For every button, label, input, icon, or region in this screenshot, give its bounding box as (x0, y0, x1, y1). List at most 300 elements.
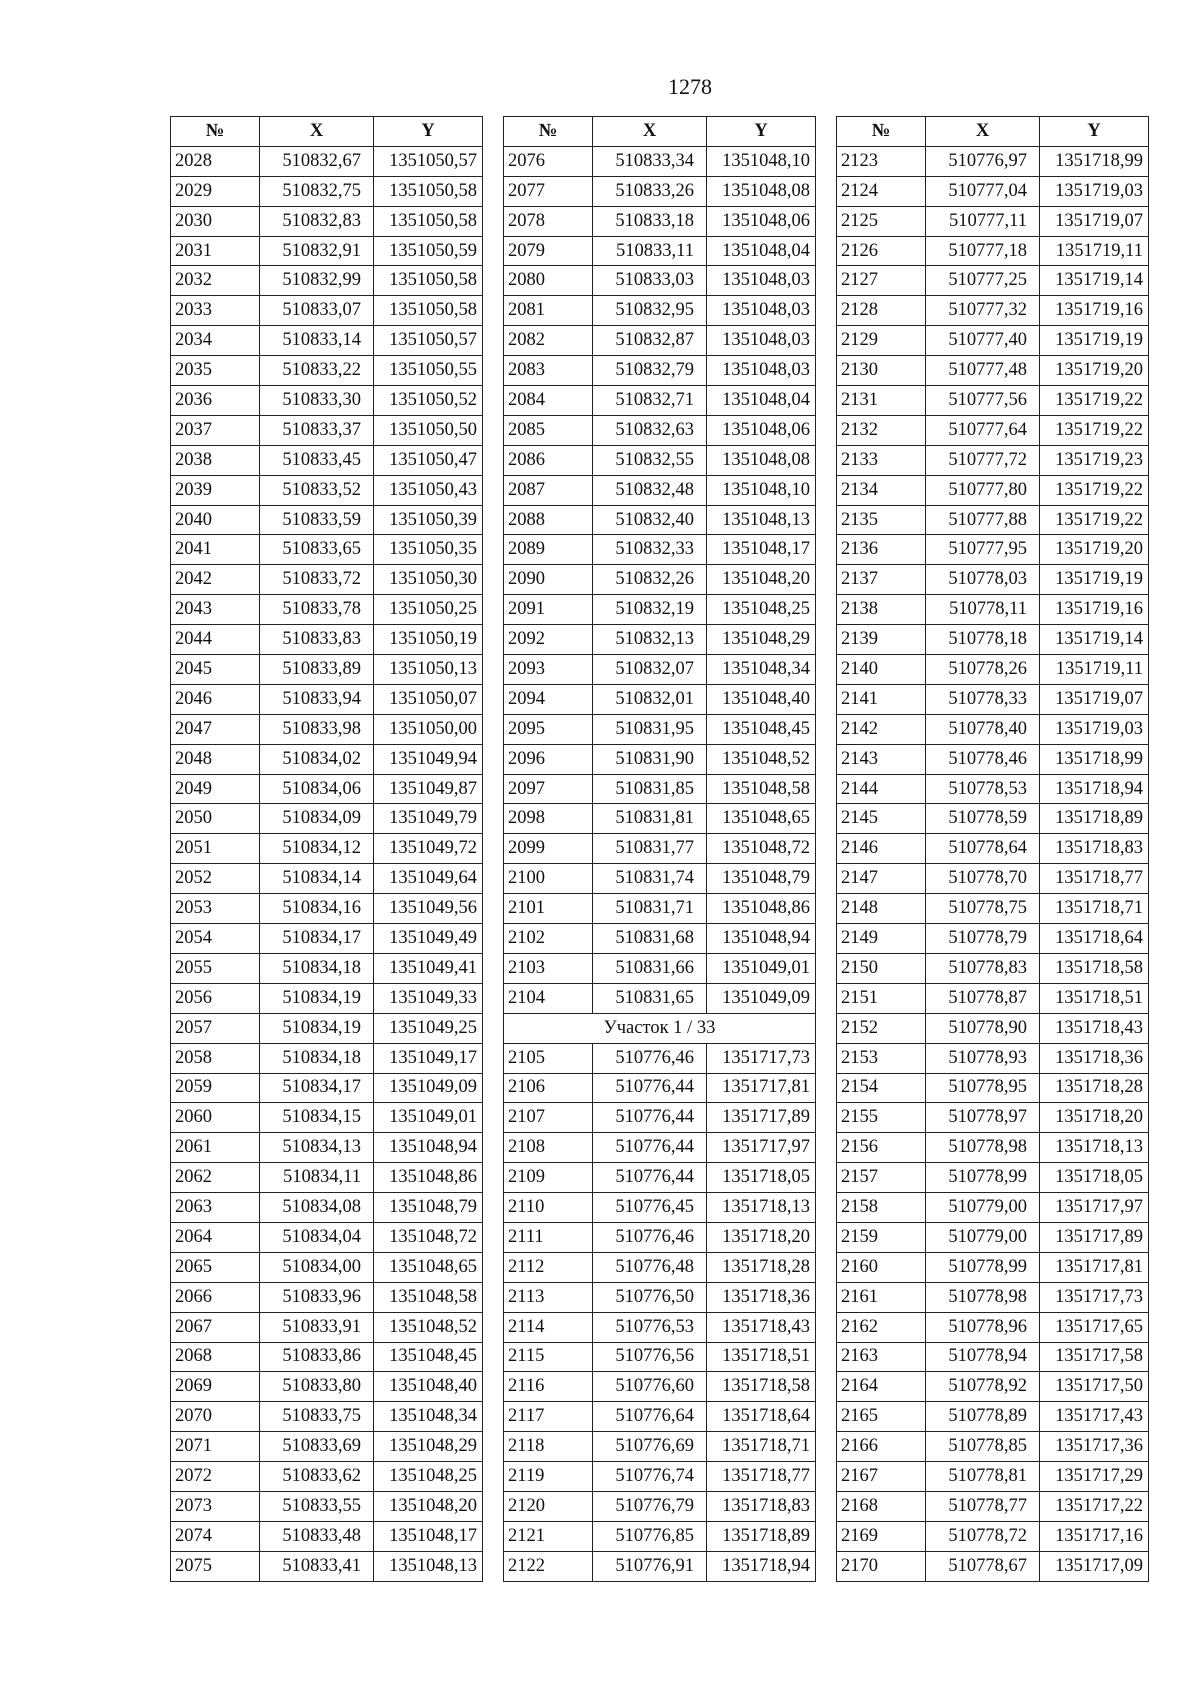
y-coordinate-cell: 1351719,03 (1040, 714, 1149, 744)
point-number-cell: 2084 (504, 386, 593, 416)
table-row (504, 1551, 816, 1581)
y-coordinate-cell: 1351718,43 (1040, 1013, 1149, 1043)
y-coordinate-cell: 1351049,64 (374, 864, 483, 894)
point-number-cell: 2062 (171, 1163, 260, 1193)
table-row (837, 864, 1149, 894)
point-number-cell: 2151 (837, 983, 926, 1013)
table-row (504, 356, 816, 386)
y-coordinate-cell: 1351050,58 (374, 266, 483, 296)
y-coordinate-cell: 1351719,23 (1040, 445, 1149, 475)
table-row (837, 1103, 1149, 1133)
y-coordinate-cell: 1351718,58 (1040, 953, 1149, 983)
point-number-cell: 2050 (171, 804, 260, 834)
table-row (837, 595, 1149, 625)
point-number-cell: 2068 (171, 1342, 260, 1372)
x-coordinate-cell: 510778,77 (926, 1491, 1040, 1521)
point-number-cell: 2036 (171, 386, 260, 416)
point-number-cell: 2163 (837, 1342, 926, 1372)
table-row (504, 565, 816, 595)
table-row (171, 296, 483, 326)
y-coordinate-cell: 1351717,29 (1040, 1462, 1149, 1492)
point-number-cell: 2066 (171, 1282, 260, 1312)
y-coordinate-cell: 1351048,03 (707, 326, 816, 356)
table-row (171, 1103, 483, 1133)
table-row (504, 266, 816, 296)
point-number-cell: 2049 (171, 774, 260, 804)
x-coordinate-cell: 510833,96 (260, 1282, 374, 1312)
table-row (504, 774, 816, 804)
x-coordinate-cell: 510777,56 (926, 386, 1040, 416)
x-coordinate-cell: 510777,25 (926, 266, 1040, 296)
table-row (504, 625, 816, 655)
x-coordinate-cell: 510779,00 (926, 1193, 1040, 1223)
y-coordinate-cell: 1351048,03 (707, 266, 816, 296)
point-number-cell: 2093 (504, 655, 593, 685)
table-row (171, 1222, 483, 1252)
x-coordinate-cell: 510832,26 (593, 565, 707, 595)
point-number-cell: 2034 (171, 326, 260, 356)
point-number-cell: 2156 (837, 1133, 926, 1163)
point-number-cell: 2028 (171, 146, 260, 176)
column-header-no: № (171, 117, 260, 147)
x-coordinate-cell: 510777,32 (926, 296, 1040, 326)
x-coordinate-cell: 510834,14 (260, 864, 374, 894)
point-number-cell: 2078 (504, 206, 593, 236)
table-row (504, 684, 816, 714)
x-coordinate-cell: 510833,59 (260, 505, 374, 535)
table-row (171, 804, 483, 834)
x-coordinate-cell: 510831,71 (593, 894, 707, 924)
point-number-cell: 2134 (837, 475, 926, 505)
table-row (837, 475, 1149, 505)
y-coordinate-cell: 1351049,87 (374, 774, 483, 804)
point-number-cell: 2059 (171, 1073, 260, 1103)
point-number-cell: 2142 (837, 714, 926, 744)
point-number-cell: 2154 (837, 1073, 926, 1103)
x-coordinate-cell: 510832,33 (593, 535, 707, 565)
table-row (171, 565, 483, 595)
x-coordinate-cell: 510777,72 (926, 445, 1040, 475)
point-number-cell: 2114 (504, 1312, 593, 1342)
x-coordinate-cell: 510778,97 (926, 1103, 1040, 1133)
x-coordinate-cell: 510834,13 (260, 1133, 374, 1163)
y-coordinate-cell: 1351718,05 (1040, 1163, 1149, 1193)
x-coordinate-cell: 510778,81 (926, 1462, 1040, 1492)
point-number-cell: 2080 (504, 266, 593, 296)
x-coordinate-cell: 510831,65 (593, 983, 707, 1013)
point-number-cell: 2082 (504, 326, 593, 356)
table-row (171, 266, 483, 296)
point-number-cell: 2129 (837, 326, 926, 356)
x-coordinate-cell: 510777,64 (926, 415, 1040, 445)
point-number-cell: 2167 (837, 1462, 926, 1492)
point-number-cell: 2158 (837, 1193, 926, 1223)
x-coordinate-cell: 510778,98 (926, 1282, 1040, 1312)
point-number-cell: 2037 (171, 415, 260, 445)
x-coordinate-cell: 510833,75 (260, 1402, 374, 1432)
point-number-cell: 2128 (837, 296, 926, 326)
x-coordinate-cell: 510833,48 (260, 1521, 374, 1551)
x-coordinate-cell: 510778,89 (926, 1402, 1040, 1432)
point-number-cell: 2065 (171, 1252, 260, 1282)
point-number-cell: 2150 (837, 953, 926, 983)
point-number-cell: 2085 (504, 415, 593, 445)
table-row (171, 415, 483, 445)
x-coordinate-cell: 510778,92 (926, 1372, 1040, 1402)
y-coordinate-cell: 1351050,39 (374, 505, 483, 535)
x-coordinate-cell: 510778,94 (926, 1342, 1040, 1372)
x-coordinate-cell: 510777,18 (926, 236, 1040, 266)
column-header-x: X (260, 117, 374, 147)
x-coordinate-cell: 510778,26 (926, 655, 1040, 685)
table-row (171, 1133, 483, 1163)
x-coordinate-cell: 510832,40 (593, 505, 707, 535)
table-row (504, 415, 816, 445)
y-coordinate-cell: 1351717,73 (707, 1043, 816, 1073)
y-coordinate-cell: 1351048,10 (707, 475, 816, 505)
table-row (837, 1222, 1149, 1252)
x-coordinate-cell: 510778,83 (926, 953, 1040, 983)
point-number-cell: 2090 (504, 565, 593, 595)
x-coordinate-cell: 510832,63 (593, 415, 707, 445)
x-coordinate-cell: 510834,17 (260, 1073, 374, 1103)
table-row (837, 1163, 1149, 1193)
point-number-cell: 2130 (837, 356, 926, 386)
y-coordinate-cell: 1351717,43 (1040, 1402, 1149, 1432)
y-coordinate-cell: 1351049,56 (374, 894, 483, 924)
table-row (837, 1013, 1149, 1043)
x-coordinate-cell: 510778,70 (926, 864, 1040, 894)
table-row (837, 684, 1149, 714)
y-coordinate-cell: 1351718,71 (1040, 894, 1149, 924)
y-coordinate-cell: 1351718,13 (1040, 1133, 1149, 1163)
x-coordinate-cell: 510832,55 (593, 445, 707, 475)
table-row (171, 1312, 483, 1342)
y-coordinate-cell: 1351048,45 (707, 714, 816, 744)
y-coordinate-cell: 1351717,81 (1040, 1252, 1149, 1282)
table-row (504, 804, 816, 834)
x-coordinate-cell: 510776,50 (593, 1282, 707, 1312)
y-coordinate-cell: 1351717,73 (1040, 1282, 1149, 1312)
y-coordinate-cell: 1351718,83 (707, 1491, 816, 1521)
y-coordinate-cell: 1351048,79 (374, 1193, 483, 1223)
y-coordinate-cell: 1351048,20 (374, 1491, 483, 1521)
x-coordinate-cell: 510833,62 (260, 1462, 374, 1492)
table-row (171, 983, 483, 1013)
x-coordinate-cell: 510831,77 (593, 834, 707, 864)
point-number-cell: 2079 (504, 236, 593, 266)
table-header-row (837, 117, 1149, 147)
table-row (171, 774, 483, 804)
column-header-y: Y (374, 117, 483, 147)
point-number-cell: 2168 (837, 1491, 926, 1521)
table-row (837, 1551, 1149, 1581)
point-number-cell: 2075 (171, 1551, 260, 1581)
point-number-cell: 2081 (504, 296, 593, 326)
table-row (837, 1342, 1149, 1372)
x-coordinate-cell: 510833,30 (260, 386, 374, 416)
y-coordinate-cell: 1351718,28 (707, 1252, 816, 1282)
point-number-cell: 2102 (504, 924, 593, 954)
table-row (837, 1312, 1149, 1342)
y-coordinate-cell: 1351718,89 (707, 1521, 816, 1551)
y-coordinate-cell: 1351718,43 (707, 1312, 816, 1342)
y-coordinate-cell: 1351719,22 (1040, 386, 1149, 416)
y-coordinate-cell: 1351048,40 (707, 684, 816, 714)
x-coordinate-cell: 510831,90 (593, 744, 707, 774)
y-coordinate-cell: 1351717,97 (707, 1133, 816, 1163)
x-coordinate-cell: 510776,44 (593, 1073, 707, 1103)
point-number-cell: 2103 (504, 953, 593, 983)
x-coordinate-cell: 510833,11 (593, 236, 707, 266)
y-coordinate-cell: 1351048,79 (707, 864, 816, 894)
point-number-cell: 2125 (837, 206, 926, 236)
table-row (171, 864, 483, 894)
point-number-cell: 2091 (504, 595, 593, 625)
point-number-cell: 2073 (171, 1491, 260, 1521)
y-coordinate-cell: 1351719,20 (1040, 535, 1149, 565)
table-row (837, 386, 1149, 416)
point-number-cell: 2160 (837, 1252, 926, 1282)
x-coordinate-cell: 510776,44 (593, 1103, 707, 1133)
table-row (171, 1013, 483, 1043)
x-coordinate-cell: 510832,07 (593, 655, 707, 685)
table-row (171, 834, 483, 864)
y-coordinate-cell: 1351048,13 (374, 1551, 483, 1581)
x-coordinate-cell: 510778,03 (926, 565, 1040, 595)
table-row (837, 146, 1149, 176)
x-coordinate-cell: 510831,85 (593, 774, 707, 804)
y-coordinate-cell: 1351718,58 (707, 1372, 816, 1402)
y-coordinate-cell: 1351050,58 (374, 296, 483, 326)
x-coordinate-cell: 510832,67 (260, 146, 374, 176)
y-coordinate-cell: 1351719,22 (1040, 415, 1149, 445)
table-row (837, 953, 1149, 983)
table-row (837, 834, 1149, 864)
point-number-cell: 2032 (171, 266, 260, 296)
y-coordinate-cell: 1351048,06 (707, 415, 816, 445)
y-coordinate-cell: 1351718,64 (707, 1402, 816, 1432)
column-header-y: Y (1040, 117, 1149, 147)
coordinate-table-3 (836, 116, 1149, 1582)
y-coordinate-cell: 1351048,34 (707, 655, 816, 685)
point-number-cell: 2097 (504, 774, 593, 804)
y-coordinate-cell: 1351050,07 (374, 684, 483, 714)
table-row (837, 1432, 1149, 1462)
table-row (504, 505, 816, 535)
point-number-cell: 2108 (504, 1133, 593, 1163)
y-coordinate-cell: 1351050,50 (374, 415, 483, 445)
table-row (504, 1252, 816, 1282)
table-row (504, 894, 816, 924)
point-number-cell: 2064 (171, 1222, 260, 1252)
y-coordinate-cell: 1351048,08 (707, 176, 816, 206)
point-number-cell: 2042 (171, 565, 260, 595)
x-coordinate-cell: 510778,18 (926, 625, 1040, 655)
y-coordinate-cell: 1351718,20 (707, 1222, 816, 1252)
column-header-x: X (926, 117, 1040, 147)
point-number-cell: 2040 (171, 505, 260, 535)
y-coordinate-cell: 1351049,33 (374, 983, 483, 1013)
point-number-cell: 2058 (171, 1043, 260, 1073)
y-coordinate-cell: 1351718,13 (707, 1193, 816, 1223)
x-coordinate-cell: 510777,48 (926, 356, 1040, 386)
table-row (837, 206, 1149, 236)
table-row (171, 176, 483, 206)
x-coordinate-cell: 510832,99 (260, 266, 374, 296)
y-coordinate-cell: 1351050,13 (374, 655, 483, 685)
table-row (171, 1491, 483, 1521)
table-row (837, 774, 1149, 804)
x-coordinate-cell: 510833,80 (260, 1372, 374, 1402)
table-row (837, 326, 1149, 356)
table-row (837, 744, 1149, 774)
point-number-cell: 2044 (171, 625, 260, 655)
y-coordinate-cell: 1351718,94 (707, 1551, 816, 1581)
section-row (504, 1013, 816, 1043)
table-row (171, 1432, 483, 1462)
x-coordinate-cell: 510832,79 (593, 356, 707, 386)
x-coordinate-cell: 510778,40 (926, 714, 1040, 744)
point-number-cell: 2144 (837, 774, 926, 804)
table-row (837, 1193, 1149, 1223)
x-coordinate-cell: 510833,55 (260, 1491, 374, 1521)
point-number-cell: 2115 (504, 1342, 593, 1372)
point-number-cell: 2060 (171, 1103, 260, 1133)
point-number-cell: 2088 (504, 505, 593, 535)
x-coordinate-cell: 510778,59 (926, 804, 1040, 834)
x-coordinate-cell: 510831,81 (593, 804, 707, 834)
table-row (837, 445, 1149, 475)
coordinate-table-1 (170, 116, 483, 1582)
table-row (837, 1372, 1149, 1402)
y-coordinate-cell: 1351048,03 (707, 296, 816, 326)
point-number-cell: 2136 (837, 535, 926, 565)
table-row (504, 206, 816, 236)
x-coordinate-cell: 510778,90 (926, 1013, 1040, 1043)
table-row (504, 1163, 816, 1193)
point-number-cell: 2052 (171, 864, 260, 894)
table-row (837, 236, 1149, 266)
x-coordinate-cell: 510832,48 (593, 475, 707, 505)
table-row (171, 505, 483, 535)
y-coordinate-cell: 1351719,03 (1040, 176, 1149, 206)
table-row (171, 953, 483, 983)
y-coordinate-cell: 1351718,36 (1040, 1043, 1149, 1073)
table-row (504, 1103, 816, 1133)
y-coordinate-cell: 1351050,58 (374, 206, 483, 236)
point-number-cell: 2054 (171, 924, 260, 954)
y-coordinate-cell: 1351049,09 (707, 983, 816, 1013)
point-number-cell: 2112 (504, 1252, 593, 1282)
point-number-cell: 2161 (837, 1282, 926, 1312)
point-number-cell: 2099 (504, 834, 593, 864)
y-coordinate-cell: 1351048,94 (707, 924, 816, 954)
table-row (504, 924, 816, 954)
point-number-cell: 2120 (504, 1491, 593, 1521)
table-row (504, 595, 816, 625)
x-coordinate-cell: 510778,75 (926, 894, 1040, 924)
x-coordinate-cell: 510776,46 (593, 1043, 707, 1073)
table-row (504, 864, 816, 894)
point-number-cell: 2061 (171, 1133, 260, 1163)
x-coordinate-cell: 510778,99 (926, 1252, 1040, 1282)
y-coordinate-cell: 1351718,83 (1040, 834, 1149, 864)
y-coordinate-cell: 1351048,34 (374, 1402, 483, 1432)
x-coordinate-cell: 510833,65 (260, 535, 374, 565)
point-number-cell: 2152 (837, 1013, 926, 1043)
point-number-cell: 2162 (837, 1312, 926, 1342)
x-coordinate-cell: 510776,91 (593, 1551, 707, 1581)
x-coordinate-cell: 510778,33 (926, 684, 1040, 714)
x-coordinate-cell: 510776,44 (593, 1133, 707, 1163)
y-coordinate-cell: 1351049,17 (374, 1043, 483, 1073)
point-number-cell: 2138 (837, 595, 926, 625)
point-number-cell: 2155 (837, 1103, 926, 1133)
x-coordinate-cell: 510832,87 (593, 326, 707, 356)
point-number-cell: 2147 (837, 864, 926, 894)
y-coordinate-cell: 1351048,29 (374, 1432, 483, 1462)
table-row (837, 625, 1149, 655)
x-coordinate-cell: 510777,88 (926, 505, 1040, 535)
table-row (171, 655, 483, 685)
table-header-row (171, 117, 483, 147)
x-coordinate-cell: 510833,22 (260, 356, 374, 386)
point-number-cell: 2139 (837, 625, 926, 655)
table-row (837, 714, 1149, 744)
point-number-cell: 2029 (171, 176, 260, 206)
y-coordinate-cell: 1351049,25 (374, 1013, 483, 1043)
x-coordinate-cell: 510778,46 (926, 744, 1040, 774)
table-row (837, 655, 1149, 685)
x-coordinate-cell: 510833,86 (260, 1342, 374, 1372)
point-number-cell: 2038 (171, 445, 260, 475)
point-number-cell: 2153 (837, 1043, 926, 1073)
x-coordinate-cell: 510833,72 (260, 565, 374, 595)
table-row (504, 1402, 816, 1432)
y-coordinate-cell: 1351050,47 (374, 445, 483, 475)
y-coordinate-cell: 1351719,16 (1040, 595, 1149, 625)
y-coordinate-cell: 1351719,07 (1040, 684, 1149, 714)
y-coordinate-cell: 1351718,51 (707, 1342, 816, 1372)
y-coordinate-cell: 1351719,16 (1040, 296, 1149, 326)
x-coordinate-cell: 510831,66 (593, 953, 707, 983)
x-coordinate-cell: 510778,96 (926, 1312, 1040, 1342)
point-number-cell: 2033 (171, 296, 260, 326)
y-coordinate-cell: 1351048,25 (707, 595, 816, 625)
x-coordinate-cell: 510833,37 (260, 415, 374, 445)
y-coordinate-cell: 1351719,19 (1040, 565, 1149, 595)
table-row (171, 1462, 483, 1492)
point-number-cell: 2106 (504, 1073, 593, 1103)
table-row (504, 744, 816, 774)
x-coordinate-cell: 510833,83 (260, 625, 374, 655)
x-coordinate-cell: 510834,16 (260, 894, 374, 924)
point-number-cell: 2035 (171, 356, 260, 386)
x-coordinate-cell: 510776,48 (593, 1252, 707, 1282)
x-coordinate-cell: 510831,74 (593, 864, 707, 894)
table-row (504, 1312, 816, 1342)
y-coordinate-cell: 1351719,11 (1040, 236, 1149, 266)
table-row (504, 1043, 816, 1073)
point-number-cell: 2117 (504, 1402, 593, 1432)
point-number-cell: 2039 (171, 475, 260, 505)
y-coordinate-cell: 1351048,65 (374, 1252, 483, 1282)
y-coordinate-cell: 1351719,14 (1040, 266, 1149, 296)
table-row (504, 1073, 816, 1103)
y-coordinate-cell: 1351048,08 (707, 445, 816, 475)
table-row (171, 1163, 483, 1193)
